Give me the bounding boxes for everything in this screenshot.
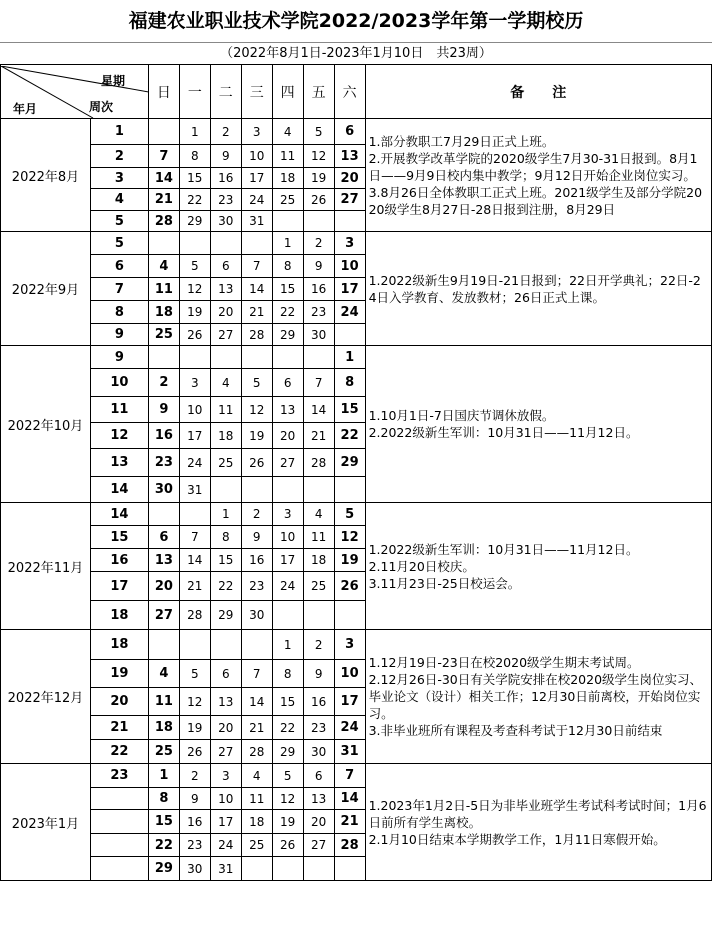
day-cell: 17: [179, 423, 210, 449]
day-cell: 28: [241, 324, 272, 346]
day-cell: 22: [179, 189, 210, 211]
week-number: 9: [90, 346, 148, 369]
day-cell: 10: [241, 145, 272, 168]
day-cell: 6: [210, 255, 241, 278]
day-cell: 8: [272, 255, 303, 278]
day-cell: 4: [210, 369, 241, 397]
day-cell: 25: [241, 834, 272, 857]
notes-cell: [365, 764, 711, 881]
day-cell: 4: [148, 255, 179, 278]
day-cell: 19: [241, 423, 272, 449]
week-number: 10: [90, 369, 148, 397]
week-number: 5: [90, 232, 148, 255]
day-cell: 4: [303, 503, 334, 526]
day-cell: 20: [148, 572, 179, 601]
day-header-sun: 日: [148, 65, 179, 119]
day-cell: 23: [303, 716, 334, 740]
day-cell: [334, 324, 365, 346]
day-cell: 5: [334, 503, 365, 526]
day-cell: 20: [210, 301, 241, 324]
note-line: 1.2023年1月2日-5日为非毕业班学生考试科考试时间；1月6日前所有学生离校。: [368, 797, 707, 830]
day-cell: 24: [334, 716, 365, 740]
day-cell: 25: [272, 189, 303, 211]
day-cell: 30: [241, 601, 272, 630]
day-cell: 15: [334, 397, 365, 423]
note-line: 3.非毕业班所有课程及考查科考试于12月30日前结束: [368, 723, 663, 738]
note-line: 2.12月26日-30日有关学院安排在校2020级学生岗位实习、毕业论文（设计）相关工作；12月30日前离校，开始岗位实习。: [368, 672, 703, 721]
day-cell: [272, 857, 303, 881]
note-line: 1.部分教职工7月29日正式上班。: [368, 133, 555, 149]
day-cell: 24: [179, 449, 210, 477]
day-cell: 24: [272, 572, 303, 601]
day-header-wed: 三: [241, 65, 272, 119]
note-line: 2.1月10日结束本学期教学工作，1月11日寒假开始。: [368, 831, 666, 847]
day-cell: 3: [210, 764, 241, 788]
day-cell: 8: [148, 788, 179, 810]
day-cell: 30: [303, 740, 334, 764]
day-cell: [241, 857, 272, 881]
day-cell: 27: [210, 324, 241, 346]
day-cell: 26: [334, 572, 365, 601]
table-row: [1, 346, 712, 369]
day-cell: 9: [210, 145, 241, 168]
note-line: 2.开展教学改革学院的2020级学生7月30-31日报到。8月1日——9月9日校内集中教学；9月12日开始企业岗位实习。: [368, 150, 698, 183]
note-line: 2.11月20日校庆。: [368, 558, 475, 574]
day-cell: 7: [303, 369, 334, 397]
day-cell: 4: [148, 660, 179, 688]
day-cell: 13: [272, 397, 303, 423]
day-cell: 16: [241, 549, 272, 572]
day-cell: 2: [303, 630, 334, 660]
week-number: 14: [90, 503, 148, 526]
day-cell: 2: [148, 369, 179, 397]
day-cell: 31: [241, 211, 272, 232]
day-cell: 3: [334, 630, 365, 660]
day-cell: 27: [210, 740, 241, 764]
day-cell: 20: [272, 423, 303, 449]
day-cell: [241, 232, 272, 255]
day-cell: 12: [303, 145, 334, 168]
day-cell: 16: [303, 688, 334, 716]
week-number: 21: [90, 716, 148, 740]
day-cell: [148, 232, 179, 255]
day-cell: [241, 630, 272, 660]
day-cell: [303, 857, 334, 881]
day-cell: 10: [334, 660, 365, 688]
day-cell: 20: [334, 168, 365, 189]
day-cell: 6: [148, 526, 179, 549]
day-cell: 14: [179, 549, 210, 572]
day-cell: 21: [334, 810, 365, 834]
day-cell: [334, 857, 365, 881]
note-line: 3.8月26日全体教职工正式上班。2021级学生及部分学院2020级学生8月27日-28日报到注册，8月29日: [368, 184, 703, 217]
day-cell: [303, 346, 334, 369]
day-cell: 16: [210, 168, 241, 189]
day-cell: 24: [334, 301, 365, 324]
day-cell: [210, 346, 241, 369]
month-label: 2022年11月: [1, 503, 91, 630]
day-cell: 24: [210, 834, 241, 857]
day-cell: 23: [179, 834, 210, 857]
day-cell: [272, 477, 303, 503]
day-cell: 10: [334, 255, 365, 278]
day-cell: 11: [241, 788, 272, 810]
week-number: 17: [90, 572, 148, 601]
day-cell: 18: [148, 716, 179, 740]
calendar-body: [1, 119, 712, 881]
table-row: [1, 503, 712, 526]
day-cell: [334, 601, 365, 630]
day-cell: 12: [272, 788, 303, 810]
day-cell: 3: [241, 119, 272, 145]
week-number: 2: [90, 145, 148, 168]
day-cell: 9: [179, 788, 210, 810]
day-cell: 6: [334, 119, 365, 145]
day-cell: 7: [334, 764, 365, 788]
day-cell: 26: [241, 449, 272, 477]
day-cell: 23: [303, 301, 334, 324]
day-cell: 9: [148, 397, 179, 423]
day-cell: 11: [148, 278, 179, 301]
day-cell: 2: [179, 764, 210, 788]
day-cell: [210, 630, 241, 660]
week-number: 16: [90, 549, 148, 572]
day-cell: [148, 630, 179, 660]
day-cell: 21: [179, 572, 210, 601]
day-cell: 19: [334, 549, 365, 572]
day-cell: 2: [241, 503, 272, 526]
day-cell: 27: [272, 449, 303, 477]
day-cell: 29: [148, 857, 179, 881]
day-cell: 13: [210, 278, 241, 301]
day-cell: 6: [272, 369, 303, 397]
notes-cell: [365, 630, 711, 764]
week-number: [90, 810, 148, 834]
week-number: [90, 857, 148, 881]
day-cell: 11: [272, 145, 303, 168]
day-cell: 21: [148, 189, 179, 211]
week-number: 9: [90, 324, 148, 346]
day-cell: [303, 601, 334, 630]
corner-week-label: 周次: [89, 99, 114, 114]
day-cell: 15: [148, 810, 179, 834]
week-number: 18: [90, 601, 148, 630]
day-cell: 15: [272, 278, 303, 301]
day-cell: 14: [241, 688, 272, 716]
day-cell: 11: [303, 526, 334, 549]
day-cell: 19: [179, 716, 210, 740]
day-cell: 29: [272, 740, 303, 764]
day-cell: 10: [179, 397, 210, 423]
day-cell: [334, 211, 365, 232]
day-cell: 29: [179, 211, 210, 232]
day-cell: 25: [210, 449, 241, 477]
day-cell: 31: [334, 740, 365, 764]
day-cell: 6: [210, 660, 241, 688]
header-row: [1, 65, 712, 119]
week-number: [90, 788, 148, 810]
day-cell: 27: [303, 834, 334, 857]
day-cell: 7: [241, 255, 272, 278]
day-cell: 13: [303, 788, 334, 810]
day-cell: 21: [241, 716, 272, 740]
day-cell: 17: [241, 168, 272, 189]
day-cell: 27: [148, 601, 179, 630]
notes-cell: [365, 232, 711, 346]
day-cell: 24: [241, 189, 272, 211]
week-number: 18: [90, 630, 148, 660]
corner-weekday-label: 星期: [101, 73, 126, 88]
day-cell: 8: [179, 145, 210, 168]
day-cell: 28: [148, 211, 179, 232]
week-number: 4: [90, 189, 148, 211]
day-cell: 13: [210, 688, 241, 716]
day-cell: 19: [179, 301, 210, 324]
day-cell: [272, 346, 303, 369]
week-number: 11: [90, 397, 148, 423]
day-cell: 1: [210, 503, 241, 526]
week-number: 14: [90, 477, 148, 503]
week-number: 15: [90, 526, 148, 549]
day-cell: 20: [210, 716, 241, 740]
note-line: 1.12月19日-23日在校2020级学生期末考试周。: [368, 655, 640, 670]
day-cell: [148, 346, 179, 369]
day-cell: 25: [303, 572, 334, 601]
note-line: 1.2022级新生9月19日-21日报到；22日开学典礼；22日-24日入学教育、发放教材；26日正式上课。: [368, 272, 701, 305]
day-cell: 16: [148, 423, 179, 449]
day-cell: 23: [210, 189, 241, 211]
month-label: 2022年9月: [1, 232, 91, 346]
day-cell: 18: [210, 423, 241, 449]
day-cell: 1: [179, 119, 210, 145]
day-cell: 4: [272, 119, 303, 145]
notes-cell: [365, 503, 711, 630]
day-cell: [148, 503, 179, 526]
day-header-thu: 四: [272, 65, 303, 119]
day-cell: [210, 477, 241, 503]
day-cell: 26: [272, 834, 303, 857]
day-cell: 25: [148, 324, 179, 346]
day-cell: 1: [148, 764, 179, 788]
day-cell: 6: [303, 764, 334, 788]
day-cell: 30: [210, 211, 241, 232]
day-cell: 18: [303, 549, 334, 572]
day-cell: 3: [272, 503, 303, 526]
day-cell: 28: [241, 740, 272, 764]
day-cell: 11: [148, 688, 179, 716]
day-cell: 23: [241, 572, 272, 601]
day-cell: 9: [303, 255, 334, 278]
notes-header: 备 注: [365, 65, 711, 119]
week-number: 19: [90, 660, 148, 688]
day-header-fri: 五: [303, 65, 334, 119]
day-cell: 9: [241, 526, 272, 549]
day-cell: 12: [179, 278, 210, 301]
day-cell: 23: [148, 449, 179, 477]
notes-cell: [365, 119, 711, 232]
day-cell: 29: [272, 324, 303, 346]
day-cell: 14: [334, 788, 365, 810]
day-cell: 8: [210, 526, 241, 549]
week-number: 1: [90, 119, 148, 145]
day-cell: 14: [241, 278, 272, 301]
day-cell: 14: [303, 397, 334, 423]
day-cell: 13: [334, 145, 365, 168]
day-cell: [210, 232, 241, 255]
day-cell: 16: [179, 810, 210, 834]
month-label: 2022年12月: [1, 630, 91, 764]
day-cell: 5: [179, 660, 210, 688]
day-cell: 8: [334, 369, 365, 397]
day-cell: 1: [272, 232, 303, 255]
day-cell: 26: [303, 189, 334, 211]
day-cell: [303, 477, 334, 503]
day-cell: 18: [148, 301, 179, 324]
day-cell: 29: [210, 601, 241, 630]
day-cell: 12: [179, 688, 210, 716]
day-cell: 17: [272, 549, 303, 572]
day-cell: 5: [241, 369, 272, 397]
day-cell: 18: [241, 810, 272, 834]
table-row: [1, 232, 712, 255]
day-cell: 15: [272, 688, 303, 716]
day-cell: 14: [148, 168, 179, 189]
day-cell: 22: [334, 423, 365, 449]
day-cell: 4: [241, 764, 272, 788]
day-cell: 30: [179, 857, 210, 881]
week-number: 5: [90, 211, 148, 232]
day-cell: [179, 503, 210, 526]
day-cell: 1: [272, 630, 303, 660]
day-cell: 2: [303, 232, 334, 255]
day-cell: 19: [303, 168, 334, 189]
day-cell: 18: [272, 168, 303, 189]
day-cell: 22: [148, 834, 179, 857]
note-line: 1.2022级新生军训：10月31日——11月12日。: [368, 541, 639, 557]
day-cell: 29: [334, 449, 365, 477]
day-header-tue: 二: [210, 65, 241, 119]
day-cell: 31: [210, 857, 241, 881]
day-cell: 12: [334, 526, 365, 549]
day-cell: 7: [241, 660, 272, 688]
day-cell: 28: [179, 601, 210, 630]
day-cell: 5: [179, 255, 210, 278]
day-cell: 13: [148, 549, 179, 572]
week-number: 20: [90, 688, 148, 716]
day-cell: [148, 119, 179, 145]
day-header-mon: 一: [179, 65, 210, 119]
day-cell: 26: [179, 740, 210, 764]
day-cell: [272, 211, 303, 232]
day-cell: 30: [303, 324, 334, 346]
page-subtitle: （2022年8月1日-2023年1月10日 共23周）: [0, 42, 712, 65]
month-label: 2022年10月: [1, 346, 91, 503]
note-line: 3.11月23日-25日校运会。: [368, 575, 521, 591]
day-cell: 10: [272, 526, 303, 549]
week-number: 6: [90, 255, 148, 278]
day-cell: 22: [272, 716, 303, 740]
day-cell: 7: [148, 145, 179, 168]
day-cell: 17: [334, 688, 365, 716]
day-cell: 1: [334, 346, 365, 369]
day-cell: 10: [210, 788, 241, 810]
day-cell: 16: [303, 278, 334, 301]
day-cell: 22: [272, 301, 303, 324]
day-cell: 21: [303, 423, 334, 449]
day-cell: 8: [272, 660, 303, 688]
table-row: [1, 630, 712, 660]
day-cell: 17: [210, 810, 241, 834]
day-cell: [334, 477, 365, 503]
table-row: [1, 119, 712, 145]
day-cell: [272, 601, 303, 630]
day-cell: 27: [334, 189, 365, 211]
week-number: 23: [90, 764, 148, 788]
day-cell: 5: [272, 764, 303, 788]
week-number: 3: [90, 168, 148, 189]
page-title: 福建农业职业技术学院2022/2023学年第一学期校历: [128, 10, 584, 32]
day-cell: 21: [241, 301, 272, 324]
day-cell: 25: [148, 740, 179, 764]
day-cell: 30: [148, 477, 179, 503]
calendar-table: [0, 64, 712, 881]
month-label: 2022年8月: [1, 119, 91, 232]
day-cell: [303, 211, 334, 232]
week-number: [90, 834, 148, 857]
day-cell: 5: [303, 119, 334, 145]
notes-cell: [365, 346, 711, 503]
day-cell: 2: [210, 119, 241, 145]
week-number: 7: [90, 278, 148, 301]
day-cell: 19: [272, 810, 303, 834]
day-cell: 22: [210, 572, 241, 601]
week-number: 13: [90, 449, 148, 477]
day-cell: 11: [210, 397, 241, 423]
day-cell: 28: [334, 834, 365, 857]
day-cell: 7: [179, 526, 210, 549]
day-cell: 15: [179, 168, 210, 189]
day-cell: 9: [303, 660, 334, 688]
day-cell: 28: [303, 449, 334, 477]
day-cell: 3: [179, 369, 210, 397]
week-number: 22: [90, 740, 148, 764]
day-cell: [179, 630, 210, 660]
day-cell: [241, 346, 272, 369]
week-number: 8: [90, 301, 148, 324]
note-line: 2.2022级新生军训：10月31日——11月12日。: [368, 425, 639, 440]
day-cell: 17: [334, 278, 365, 301]
table-row: [1, 764, 712, 788]
corner-month-label: 年月: [13, 101, 38, 116]
corner-header: [1, 65, 149, 119]
day-cell: 12: [241, 397, 272, 423]
day-cell: 3: [334, 232, 365, 255]
day-cell: 15: [210, 549, 241, 572]
day-cell: [179, 232, 210, 255]
day-cell: 31: [179, 477, 210, 503]
day-header-sat: 六: [334, 65, 365, 119]
day-cell: 26: [179, 324, 210, 346]
note-line: 1.10月1日-7日国庆节调休放假。: [368, 408, 555, 423]
day-cell: 20: [303, 810, 334, 834]
day-cell: [241, 477, 272, 503]
month-label: 2023年1月: [1, 764, 91, 881]
day-cell: [179, 346, 210, 369]
week-number: 12: [90, 423, 148, 449]
